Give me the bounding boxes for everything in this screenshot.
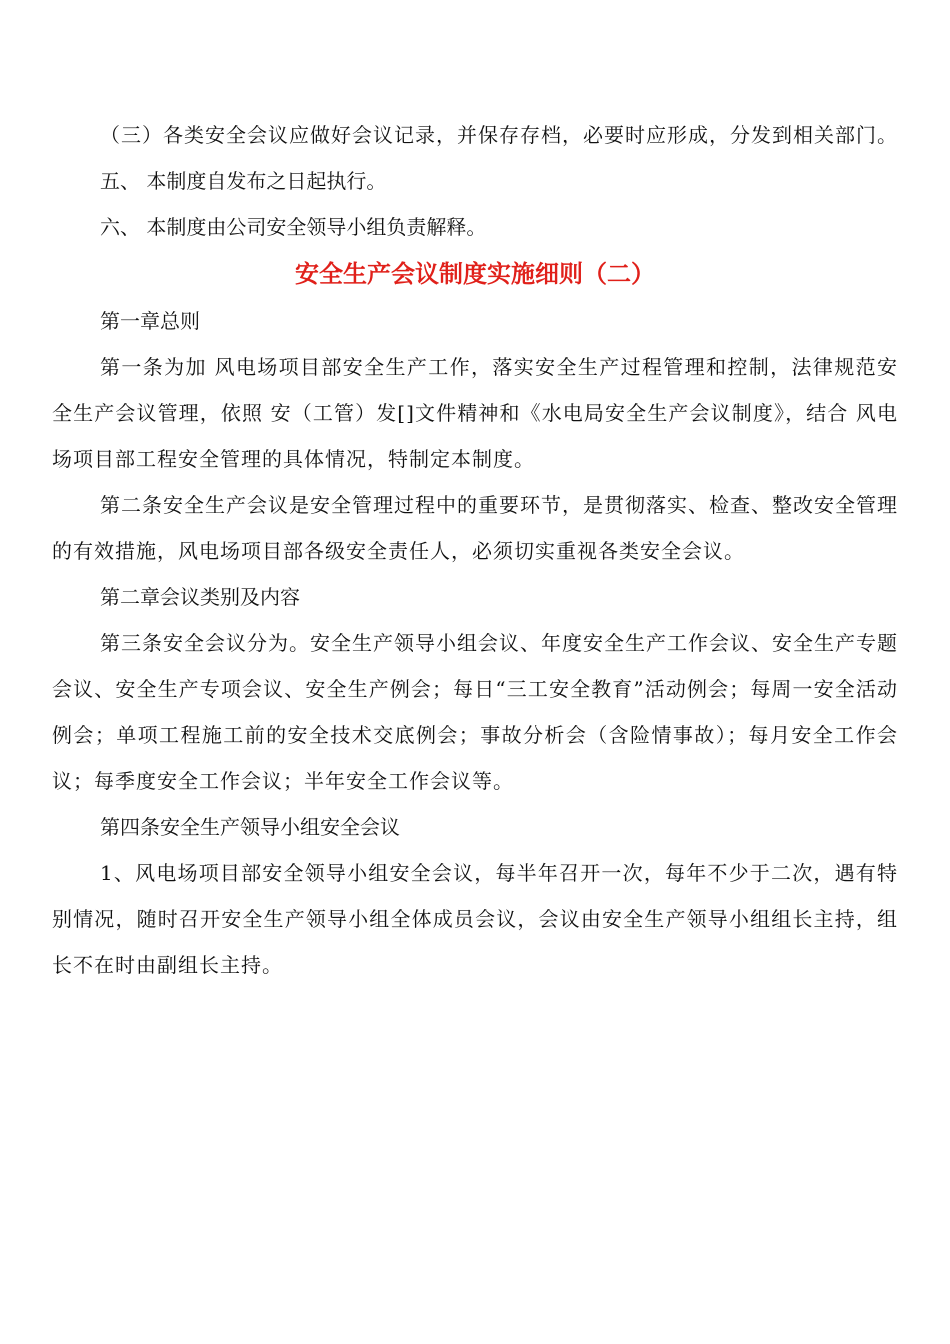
document-page bbox=[52, 112, 898, 988]
article-four-heading: 第四条安全生产领导小组安全会议 bbox=[100, 815, 400, 839]
article-three: 第三条安全会议分为。安全生产领导小组会议、年度安全生产工作会议、安全生产专题会议、安全生产专项会议、安全生产例会；每日“三工安全教育”活动例会；每周一安全活动例会；单项工程施工前的安全技术交底例会；事故分析会（含险情事故）；每月安全工作会议；每季度安全工作会议；半年安全工作会议等。 bbox=[52, 631, 898, 793]
document-title: 安全生产会议制度实施细则（二） bbox=[295, 259, 655, 288]
chapter-two-heading: 第二章会议类别及内容 bbox=[100, 585, 300, 609]
article-two: 第二条安全生产会议是安全管理过程中的重要环节，是贯彻落实、检查、整改安全管理的有效措施，风电场项目部各级安全责任人，必须切实重视各类安全会议。 bbox=[52, 493, 898, 563]
article-one: 第一条为加 风电场项目部安全生产工作，落实安全生产过程管理和控制，法律规范安全生产会议管理，依照 安（工管）发[]文件精神和《水电局安全生产会议制度》，结合 风电场项目部工程安全管理的具体情况，特制定本制度。 bbox=[52, 355, 898, 471]
chapter-one-heading: 第一章总则 bbox=[100, 309, 200, 333]
article-four-item-one: 1、风电场项目部安全领导小组安全会议，每半年召开一次，每年不少于二次，遇有特别情况，随时召开安全生产领导小组全体成员会议，会议由安全生产领导小组组长主持，组长不在时由副组长主持。 bbox=[52, 861, 898, 977]
paragraph-item-six: 六、 本制度由公司安全领导小组负责解释。 bbox=[100, 215, 487, 239]
paragraph-meeting-records: （三）各类安全会议应做好会议记录，并保存存档，必要时应形成，分发到相关部门。 bbox=[100, 123, 898, 147]
paragraph-item-five: 五、 本制度自发布之日起执行。 bbox=[100, 169, 387, 193]
